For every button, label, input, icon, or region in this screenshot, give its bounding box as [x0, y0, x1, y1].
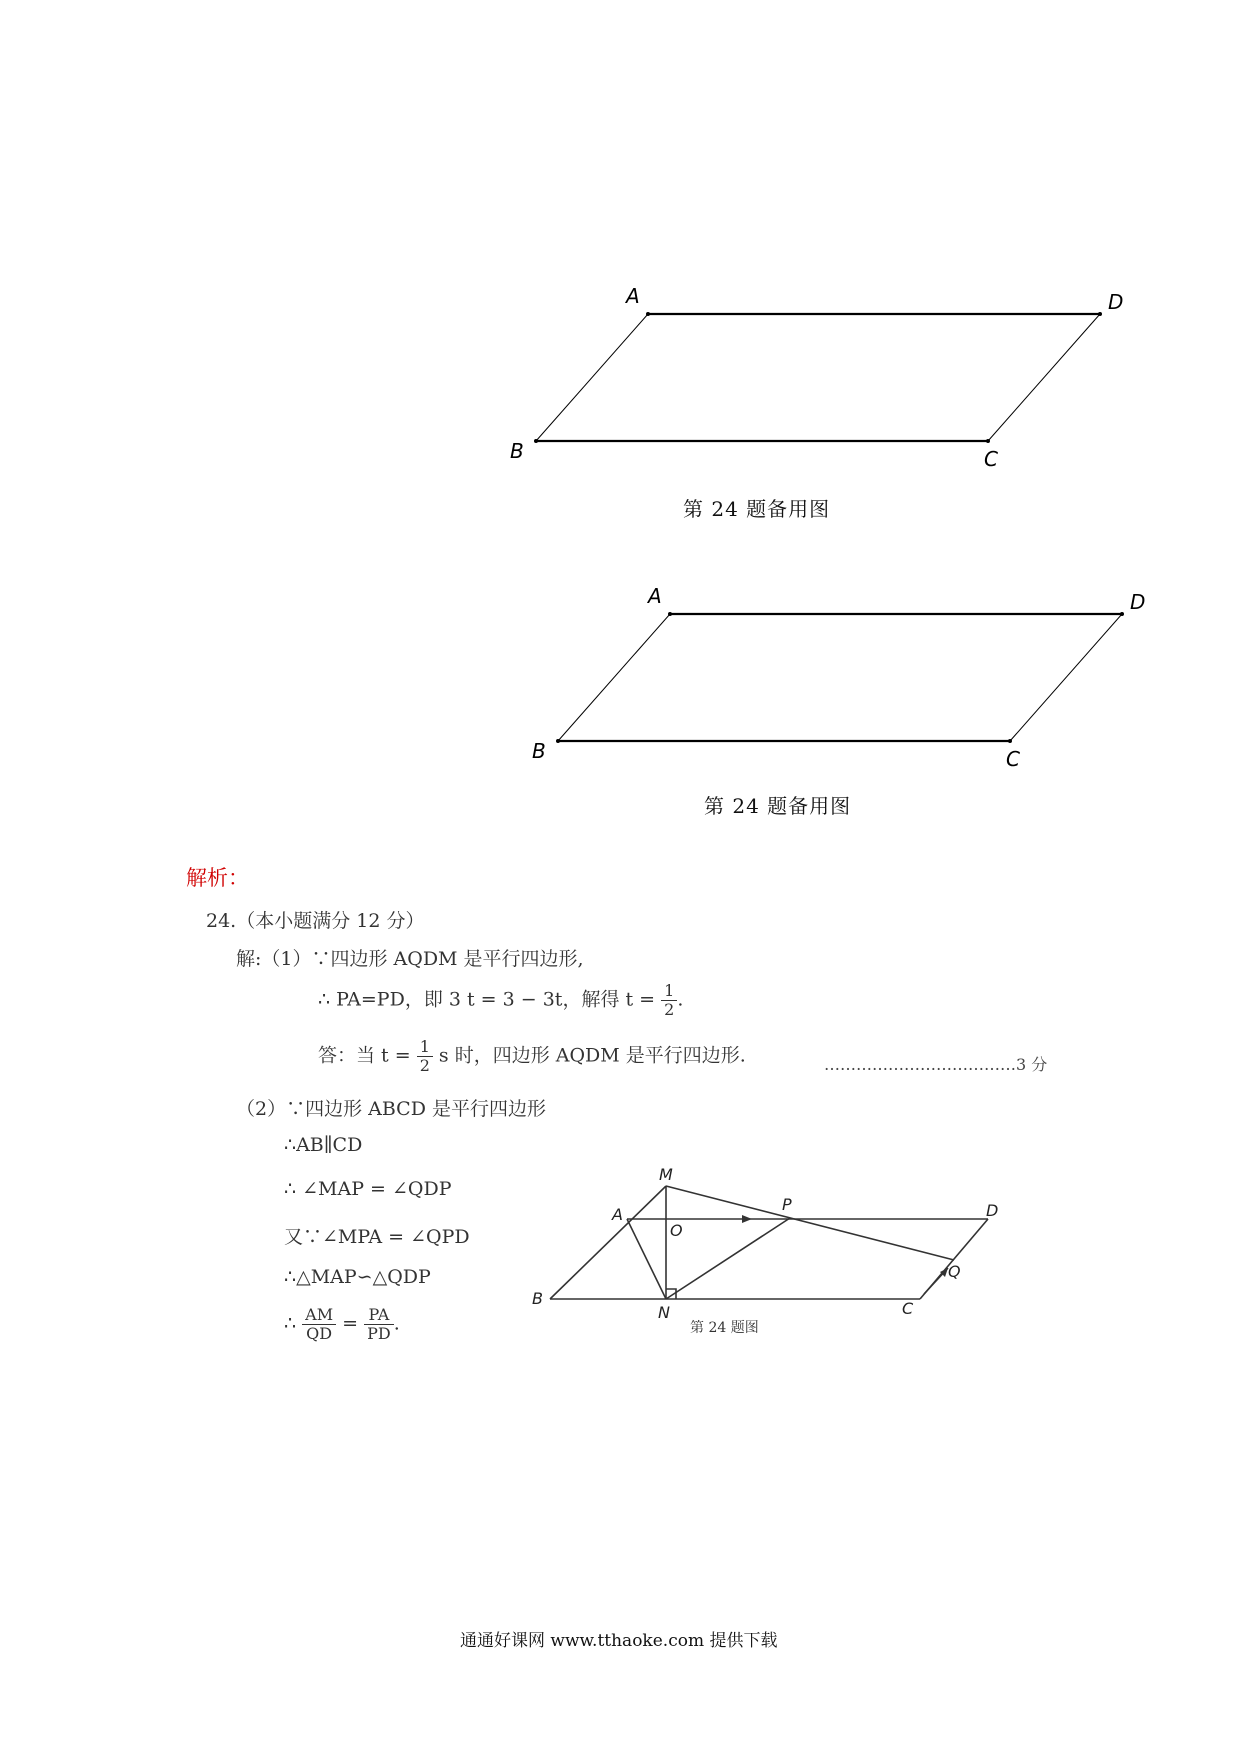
side-dc — [988, 314, 1100, 441]
solution-figure — [520, 1160, 1000, 1340]
side-ab — [558, 614, 670, 741]
solution-line-3: 答：当 t = $\frac{1}{2}$ s 时，四边形 AQDM 是平行四边形. — [318, 1037, 746, 1075]
backup-figure-2 — [520, 580, 1180, 780]
label-a: A — [648, 584, 662, 608]
solution-line-2: ∴ PA=PD，即 3 t = 3 − 3t，解得 t = $\frac{1}{2}$ . — [318, 981, 684, 1019]
label-c: C — [1006, 747, 1020, 771]
side-dc — [1010, 614, 1122, 741]
fig-caption: 第 24 题图 — [690, 1320, 759, 1336]
side-ab — [536, 314, 648, 441]
solution-line-1: 解:（1）∵四边形 AQDM 是平行四边形, — [236, 948, 584, 970]
fig-label-o: O — [670, 1221, 683, 1240]
solution-heading: 24.（本小题满分 12 分） — [206, 910, 425, 932]
solution-line-8: ∴△MAP∽△QDP — [284, 1266, 431, 1288]
fig-label-c: C — [902, 1299, 914, 1318]
fig-label-p: P — [782, 1195, 792, 1214]
label-b: B — [532, 739, 546, 763]
solution-line-4: （2）∵四边形 ABCD 是平行四边形 — [236, 1098, 546, 1120]
label-a: A — [626, 284, 640, 308]
solution-score-3: ………………………………3 分 — [824, 1055, 1048, 1074]
fig-label-n: N — [658, 1303, 670, 1322]
footer-credit: 通通好课网 www.tthaoke.com 提供下载 — [460, 1631, 778, 1651]
fig-label-b: B — [532, 1289, 543, 1308]
solution-line-7: 又∵∠MPA = ∠QPD — [284, 1226, 470, 1248]
solution-line-9: ∴ $\frac{AM}{QD}$ = $\frac{PA}{PD}$ . — [284, 1305, 400, 1343]
label-d: D — [1108, 290, 1124, 314]
label-b: B — [510, 439, 524, 463]
backup-figure-1 — [500, 280, 1160, 480]
solution-line-6: ∴ ∠MAP = ∠QDP — [284, 1178, 452, 1200]
figure2-caption: 第 24 题备用图 — [704, 794, 852, 818]
fig-label-q: Q — [948, 1262, 961, 1281]
solution-line-5: ∴AB∥CD — [284, 1134, 363, 1156]
analysis-label: 解析： — [186, 866, 249, 890]
label-c: C — [984, 447, 998, 471]
fig-label-d: D — [986, 1201, 999, 1220]
figure1-caption: 第 24 题备用图 — [683, 497, 831, 521]
fig-label-m: M — [659, 1165, 673, 1184]
fig-label-a: A — [612, 1205, 623, 1224]
label-d: D — [1130, 590, 1146, 614]
